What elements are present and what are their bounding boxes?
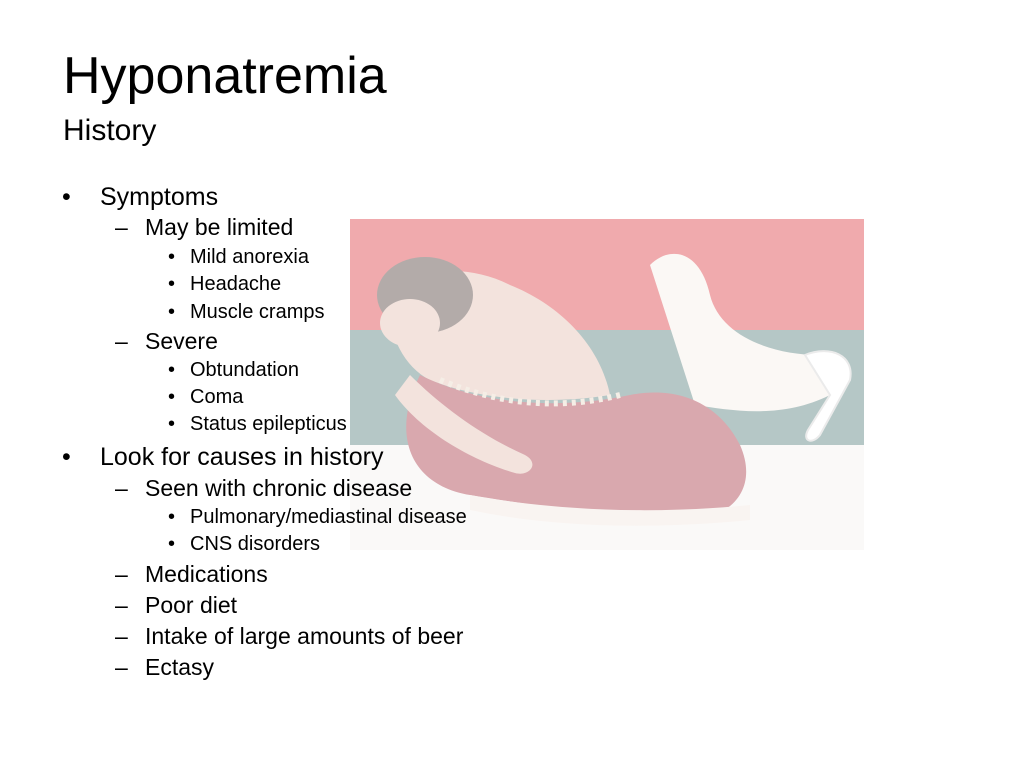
bullet-level-3-text: Headache (190, 273, 282, 295)
bullet-level-3-marker: • (168, 246, 176, 268)
bullet-level-3-marker: • (168, 413, 176, 435)
bullet-level-2-marker: – (115, 328, 128, 354)
bullet-level-1-marker: • (62, 443, 71, 471)
bullet-level-2-marker: – (115, 214, 128, 240)
slide-subtitle: History (63, 114, 157, 147)
bullet-level-2-marker: – (115, 561, 128, 587)
bullet-level-3-marker: • (168, 301, 176, 323)
bullet-level-3-text: Mild anorexia (190, 246, 309, 268)
bullet-level-3-marker: • (168, 506, 176, 528)
bullet-level-2-marker: – (115, 475, 128, 501)
bullet-level-3-text: Muscle cramps (190, 301, 325, 323)
bullet-level-3-marker: • (168, 273, 176, 295)
bullet-level-3-text: Status epilepticus (190, 413, 347, 435)
bullet-level-2-text: Intake of large amounts of beer (145, 623, 464, 649)
bullet-level-2-text: Severe (145, 328, 218, 354)
bullet-level-2-text: Medications (145, 561, 268, 587)
slide-title: Hyponatremia (63, 47, 387, 105)
bullet-level-2-marker: – (115, 654, 128, 680)
bullet-level-2-marker: – (115, 623, 128, 649)
bullet-level-3-marker: • (168, 386, 176, 408)
bullet-level-3-text: Coma (190, 386, 244, 408)
bullet-level-3-text: Obtundation (190, 359, 299, 381)
bullet-level-3-text: CNS disorders (190, 533, 321, 555)
bullet-level-2-text: Poor diet (145, 592, 238, 618)
bullet-level-2-text: Seen with chronic disease (145, 475, 413, 501)
bullet-level-2-marker: – (115, 592, 128, 618)
bullet-level-3-marker: • (168, 359, 176, 381)
bullet-level-1-text: Look for causes in history (100, 443, 384, 471)
bullet-level-1-marker: • (62, 183, 71, 211)
bullet-level-3-marker: • (168, 533, 176, 555)
bullet-level-2-text: May be limited (145, 214, 294, 240)
bullet-level-2-text: Ectasy (145, 654, 215, 680)
bullet-level-1-text: Symptoms (100, 183, 219, 211)
bullet-level-3-text: Pulmonary/mediastinal disease (190, 506, 467, 528)
